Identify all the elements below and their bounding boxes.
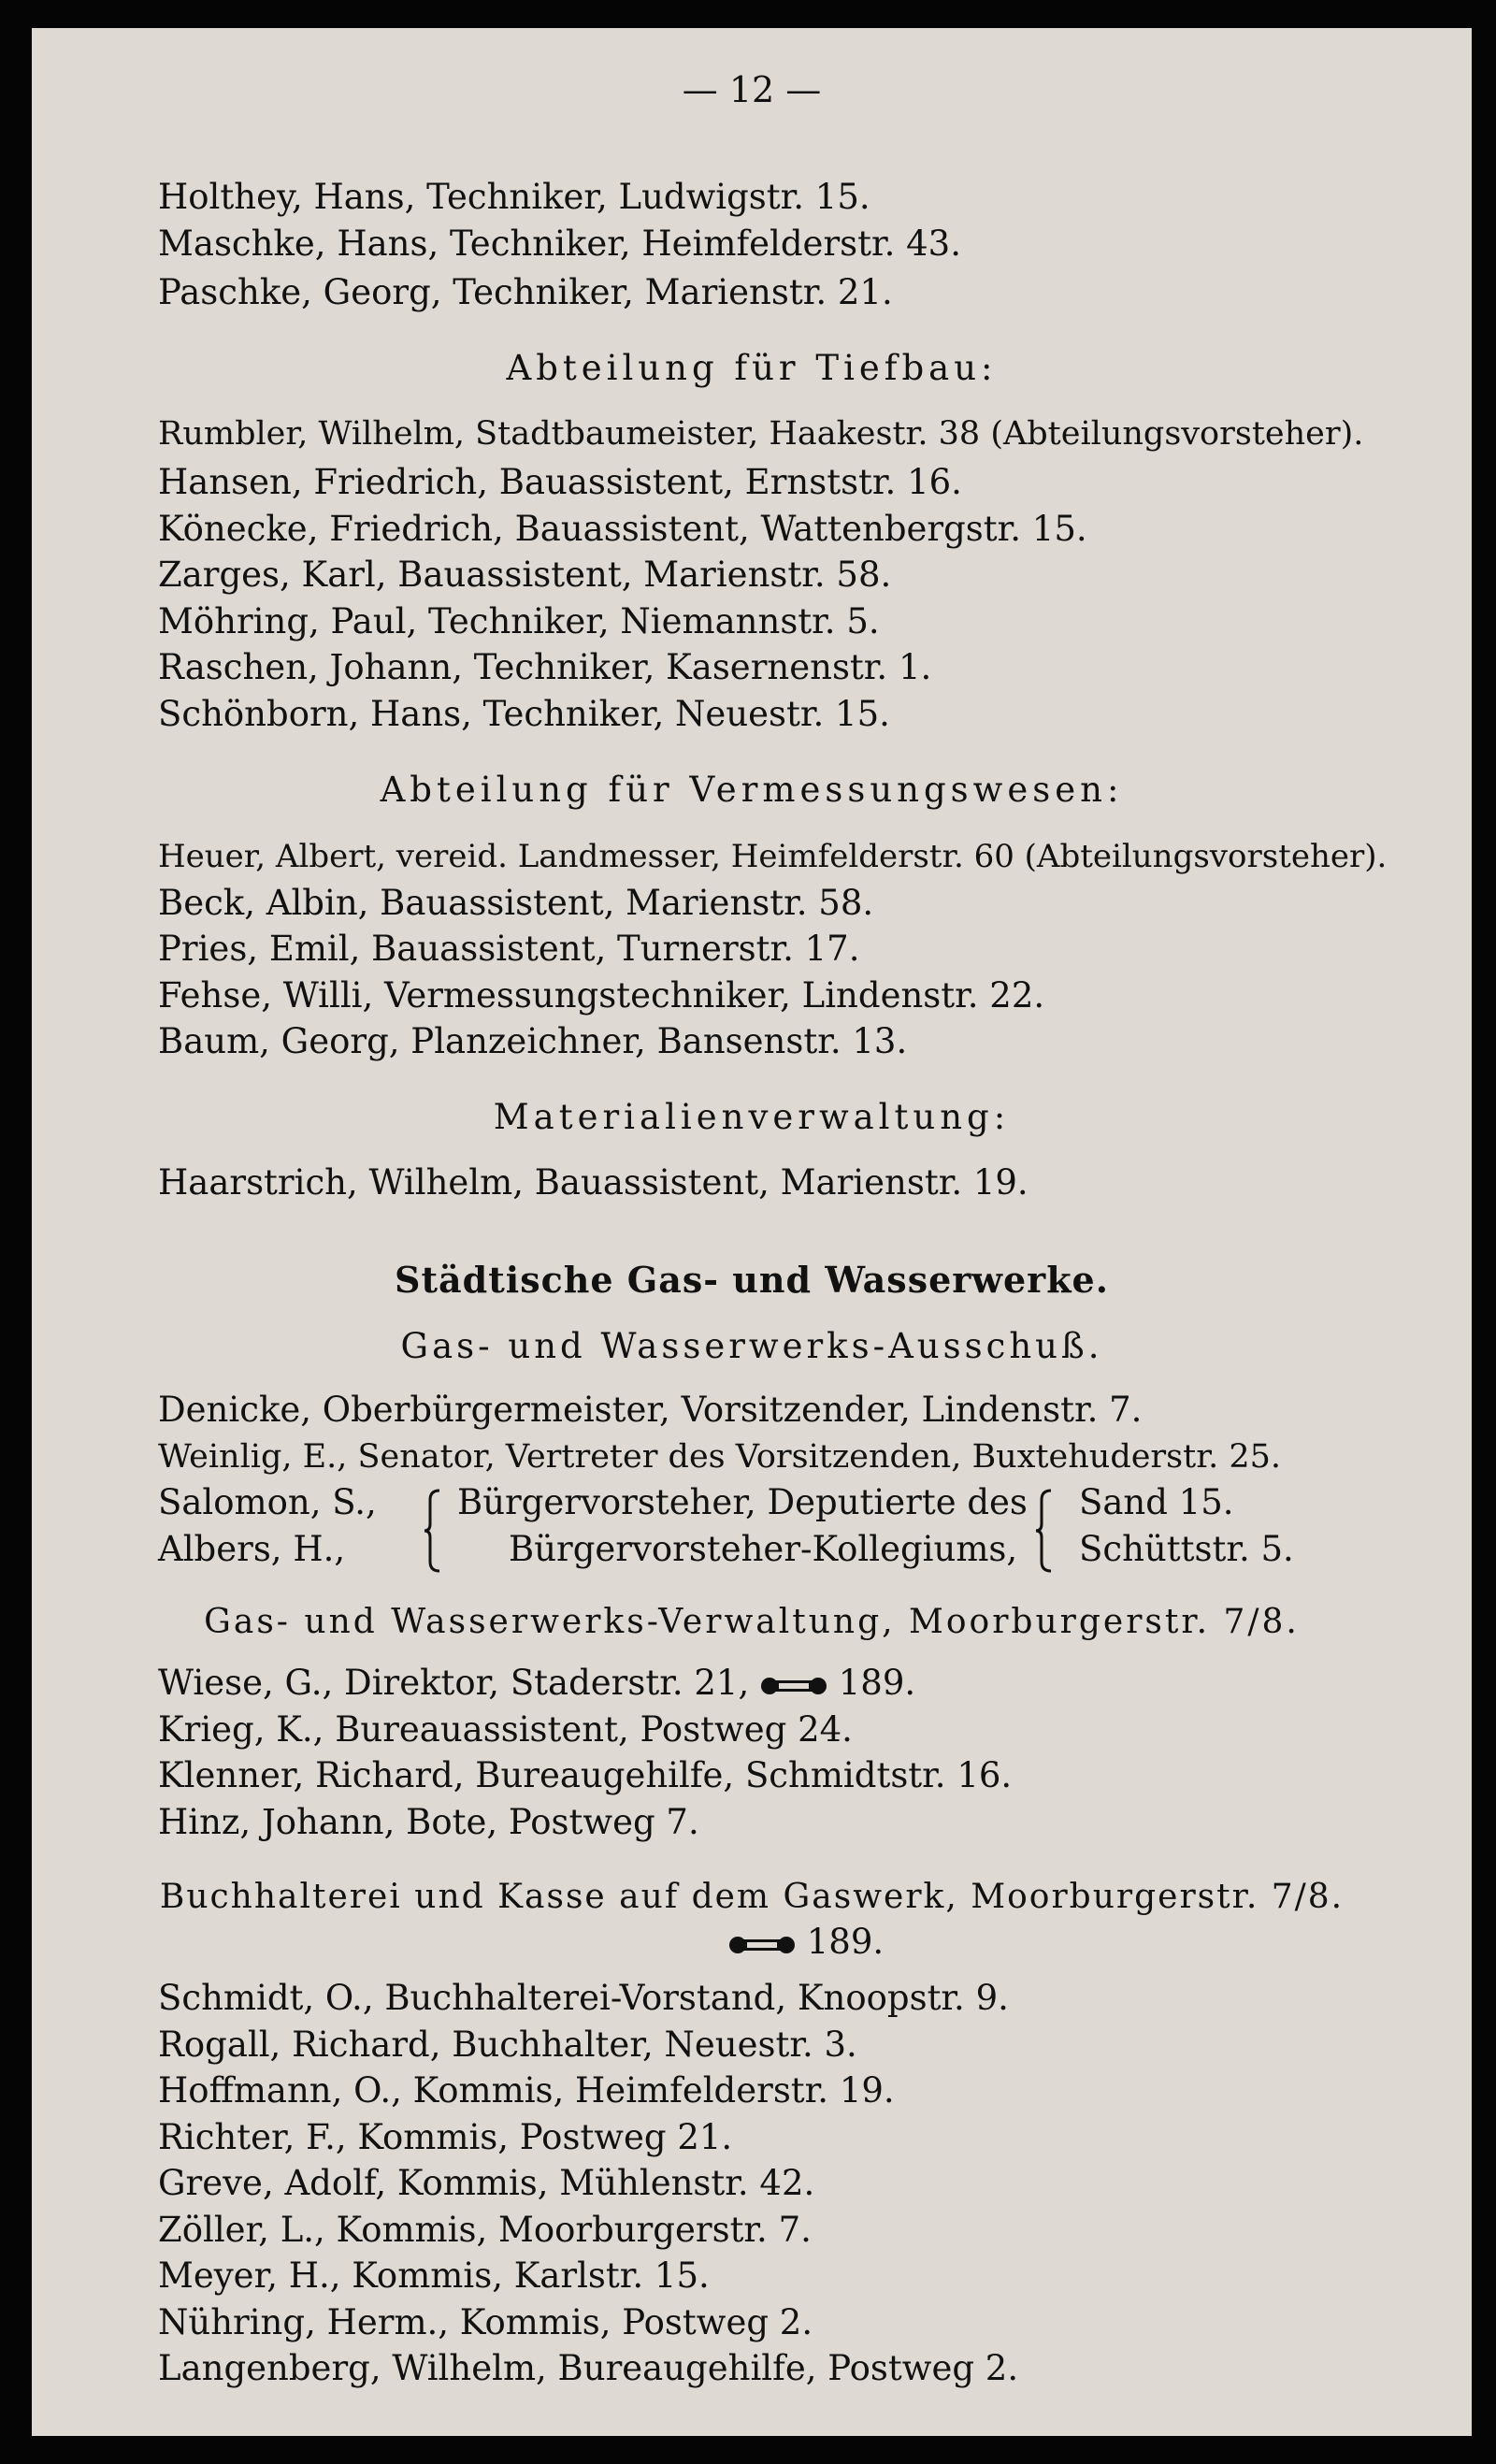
phone-number: 189. bbox=[838, 1663, 916, 1703]
list-item: Zöller, L., Kommis, Moorburgerstr. 7. bbox=[158, 2210, 812, 2250]
list-item: Richter, F., Kommis, Postweg 21. bbox=[158, 2117, 733, 2157]
section-heading-kasse: Buchhalterei und Kasse auf dem Gaswerk, Moorburgerstr. 7/8. bbox=[159, 1878, 1345, 1916]
list-item: Hansen, Friedrich, Bauassistent, Ernststr. 16. bbox=[158, 462, 962, 502]
list-item: Hinz, Johann, Bote, Postweg 7. bbox=[158, 1802, 699, 1842]
list-item: Beck, Albin, Bauassistent, Marienstr. 58. bbox=[158, 883, 874, 923]
list-item: Nühring, Herm., Kommis, Postweg 2. bbox=[158, 2302, 813, 2342]
list-item-role: Bürgervorsteher-Kollegiums, bbox=[509, 1529, 1018, 1569]
list-item: Weinlig, E., Senator, Vertreter des Vorsitzenden, Buxtehuderstr. 25. bbox=[158, 1438, 1281, 1476]
list-item: Könecke, Friedrich, Bauassistent, Wattenbergstr. 15. bbox=[158, 509, 1087, 549]
list-item: Greve, Adolf, Kommis, Mühlenstr. 42. bbox=[158, 2163, 815, 2203]
telephone-receiver-icon bbox=[728, 1931, 796, 1959]
document-page bbox=[32, 28, 1472, 2436]
list-item: Klenner, Richard, Bureaugehilfe, Schmidtstr. 16. bbox=[158, 1755, 1013, 1795]
left-brace-icon bbox=[423, 1489, 443, 1573]
list-item: Schmidt, O., Buchhalterei-Vorstand, Knoopstr. 9. bbox=[158, 1978, 1009, 2018]
list-item-address: Sand 15. bbox=[1079, 1482, 1234, 1522]
list-item: Baum, Georg, Planzeichner, Bansenstr. 13. bbox=[158, 1021, 908, 1061]
list-item: Maschke, Hans, Techniker, Heimfelderstr. 43. bbox=[158, 223, 961, 264]
werke-title: Städtische Gas- und Wasserwerke. bbox=[395, 1259, 1109, 1301]
section-heading-ausschuss: Gas- und Wasserwerks-Ausschuß. bbox=[400, 1326, 1103, 1366]
list-item: Möhring, Paul, Techniker, Niemannstr. 5. bbox=[158, 601, 880, 641]
telephone-receiver-icon bbox=[760, 1672, 827, 1700]
section-heading-vermessung: Abteilung für Vermessungswesen: bbox=[380, 770, 1124, 810]
phone-number: 189. bbox=[806, 1922, 885, 1962]
list-item: Raschen, Johann, Techniker, Kasernenstr. 1. bbox=[158, 647, 932, 687]
list-item: Haarstrich, Wilhelm, Bauassistent, Marienstr. 19. bbox=[158, 1162, 1028, 1203]
kasse-phone bbox=[728, 1922, 884, 1963]
list-item-name: Salomon, S., bbox=[158, 1482, 377, 1522]
list-item: Krieg, K., Bureauassistent, Postweg 24. bbox=[158, 1709, 853, 1750]
list-item-address: Schüttstr. 5. bbox=[1079, 1529, 1294, 1569]
right-brace-icon bbox=[1034, 1489, 1055, 1573]
list-item: Denicke, Oberbürgermeister, Vorsitzender, Lindenstr. 7. bbox=[158, 1390, 1143, 1430]
list-item: Rogall, Richard, Buchhalter, Neuestr. 3. bbox=[158, 2025, 857, 2065]
list-item-role: Bürgervorsteher, Deputierte des bbox=[457, 1482, 1028, 1522]
list-item bbox=[158, 1663, 915, 1704]
list-item: Zarges, Karl, Bauassistent, Marienstr. 58. bbox=[158, 555, 892, 595]
list-item: Heuer, Albert, vereid. Landmesser, Heimfelderstr. 60 (Abteilungsvorsteher). bbox=[158, 838, 1388, 875]
list-item: Meyer, H., Kommis, Karlstr. 15. bbox=[158, 2255, 710, 2296]
page-number: — 12 — bbox=[682, 69, 822, 110]
list-item: Holthey, Hans, Techniker, Ludwigstr. 15. bbox=[158, 177, 870, 217]
list-item: Paschke, Georg, Techniker, Marienstr. 21. bbox=[158, 272, 893, 312]
list-item: Langenberg, Wilhelm, Bureaugehilfe, Postweg 2. bbox=[158, 2348, 1019, 2388]
list-item: Fehse, Willi, Vermessungstechniker, Lindenstr. 22. bbox=[158, 975, 1045, 1016]
list-item: Hoffmann, O., Kommis, Heimfelderstr. 19. bbox=[158, 2070, 895, 2111]
list-item: Rumbler, Wilhelm, Stadtbaumeister, Haakestr. 38 (Abteilungsvorsteher). bbox=[158, 415, 1364, 453]
list-item: Pries, Emil, Bauassistent, Turnerstr. 17. bbox=[158, 929, 860, 969]
section-heading-material: Materialienverwaltung: bbox=[493, 1097, 1011, 1137]
list-item-text: Wiese, G., Direktor, Staderstr. 21, bbox=[158, 1663, 750, 1703]
list-item-name: Albers, H., bbox=[158, 1529, 346, 1569]
list-item: Schönborn, Hans, Techniker, Neuestr. 15. bbox=[158, 694, 890, 734]
section-heading-tiefbau: Abteilung für Tiefbau: bbox=[506, 348, 998, 388]
section-heading-verwaltung: Gas- und Wasserwerks-Verwaltung, Moorburgerstr. 7/8. bbox=[204, 1603, 1300, 1641]
